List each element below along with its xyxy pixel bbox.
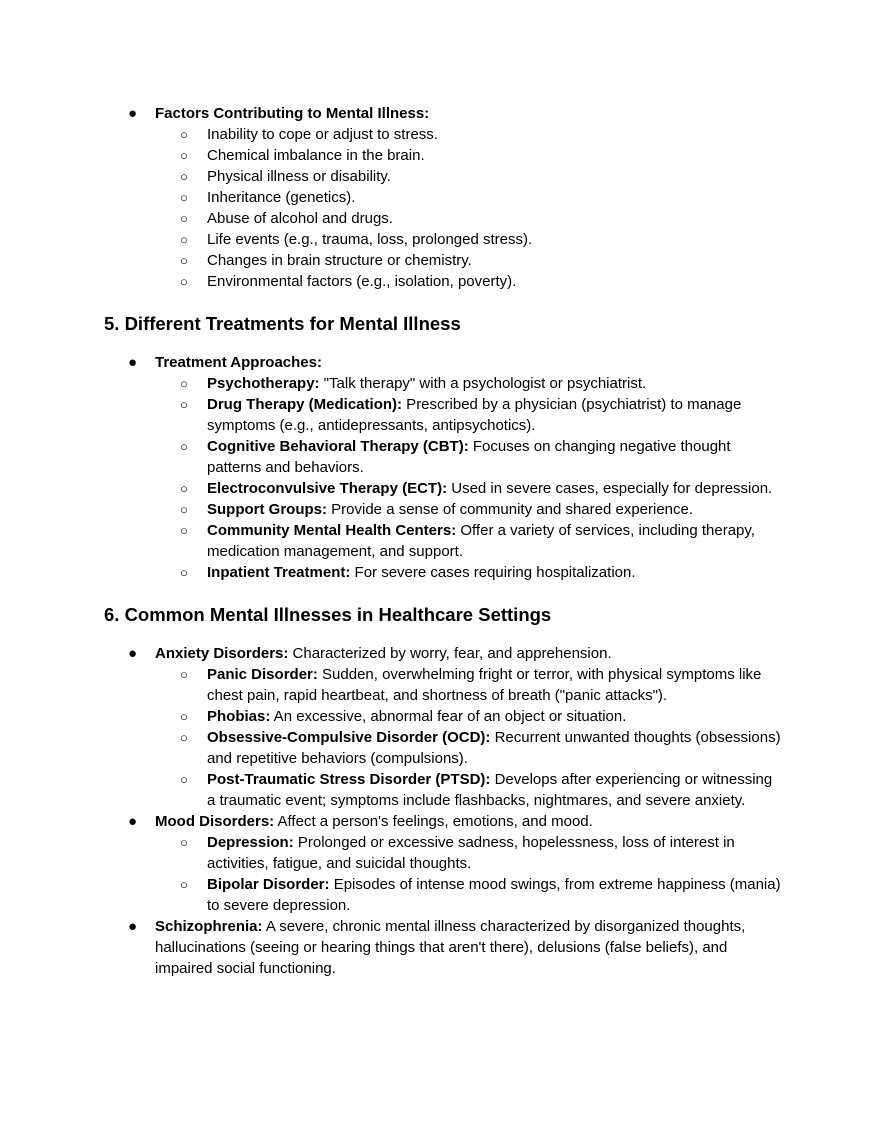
term: Phobias: — [207, 708, 271, 725]
definition: Characterized by worry, fear, and apprehension. — [288, 645, 612, 662]
definition: Prescribed by a physician (psychiatrist) to manage symptoms (e.g., antidepressants, antipsychotics). — [207, 396, 742, 434]
list-item — [155, 271, 784, 292]
list-item — [104, 103, 784, 292]
list-item — [155, 874, 784, 916]
list-item — [155, 562, 784, 583]
list-item — [155, 520, 784, 562]
bullet-hollow-icon: ○ — [180, 169, 188, 184]
bullet-hollow-icon: ○ — [180, 253, 188, 268]
term: Post-Traumatic Stress Disorder (PTSD): — [207, 771, 491, 788]
definition: Offer a variety of services, including therapy, medication management, and support. — [207, 522, 755, 560]
definition: Focuses on changing negative thought patterns and behaviors. — [207, 438, 731, 476]
term: Psychotherapy: — [207, 375, 320, 392]
definition: An excessive, abnormal fear of an object or situation. — [270, 708, 627, 725]
bullet-hollow-icon: ○ — [180, 877, 188, 892]
list-item — [155, 727, 784, 769]
bullet-hollow-icon: ○ — [180, 667, 188, 682]
bullet-hollow-icon: ○ — [180, 439, 188, 454]
term: Panic Disorder: — [207, 666, 318, 683]
list-item — [155, 187, 784, 208]
bullet-hollow-icon: ○ — [180, 232, 188, 247]
list-item — [155, 250, 784, 271]
definition: Sudden, overwhelming fright or terror, with physical symptoms like chest pain, rapid heartbeat, and shortness of breath ("panic attacks"). — [207, 666, 762, 704]
common-illnesses-list — [104, 643, 784, 979]
bullet-filled-icon: ● — [128, 813, 138, 830]
mood-sublist — [155, 832, 784, 916]
list-item — [155, 478, 784, 499]
term: Inpatient Treatment: — [207, 564, 351, 581]
term: Drug Therapy (Medication): — [207, 396, 403, 413]
term: Electroconvulsive Therapy (ECT): — [207, 480, 448, 497]
bullet-hollow-icon: ○ — [180, 397, 188, 412]
term: Bipolar Disorder: — [207, 876, 330, 893]
definition: Develops after experiencing or witnessing a traumatic event; symptoms include flashbacks, nightmares, and severe anxiety. — [207, 771, 773, 809]
bullet-hollow-icon: ○ — [180, 709, 188, 724]
bullet-hollow-icon: ○ — [180, 730, 188, 745]
list-item — [155, 706, 784, 727]
list-item — [155, 499, 784, 520]
definition: "Talk therapy" with a psychologist or psychiatrist. — [319, 375, 647, 392]
term: Cognitive Behavioral Therapy (CBT): — [207, 438, 469, 455]
bullet-hollow-icon: ○ — [180, 190, 188, 205]
definition: Provide a sense of community and shared experience. — [327, 501, 694, 518]
list-item — [104, 916, 784, 979]
list-item — [155, 145, 784, 166]
term: Obsessive-Compulsive Disorder (OCD): — [207, 729, 491, 746]
definition: A severe, chronic mental illness characterized by disorganized thoughts, hallucinations (seeing or hearing things that aren't there), delusions (false beliefs), and impaired social functioning. — [155, 918, 746, 977]
bullet-hollow-icon: ○ — [180, 274, 188, 289]
section-5-heading: 5. Different Treatments for Mental Illness — [104, 313, 461, 334]
term: Community Mental Health Centers: — [207, 522, 457, 539]
section-6-heading: 6. Common Mental Illnesses in Healthcare Settings — [104, 604, 552, 625]
bullet-filled-icon: ● — [128, 354, 138, 371]
term: Anxiety Disorders: — [155, 645, 289, 662]
list-item-text: Abuse of alcohol and drugs. — [207, 210, 393, 227]
list-item-text: Chemical imbalance in the brain. — [207, 147, 425, 164]
definition: Episodes of intense mood swings, from extreme happiness (mania) to severe depression. — [207, 876, 781, 914]
definition: Used in severe cases, especially for depression. — [447, 480, 773, 497]
bullet-hollow-icon: ○ — [180, 376, 188, 391]
term: Depression: — [207, 834, 294, 851]
list-item-text: Life events (e.g., trauma, loss, prolonged stress). — [207, 231, 533, 248]
definition: Recurrent unwanted thoughts (obsessions) and repetitive behaviors (compulsions). — [207, 729, 781, 767]
bullet-filled-icon: ● — [128, 918, 138, 935]
list-item — [104, 352, 784, 583]
list-item — [155, 832, 784, 874]
term: Schizophrenia: — [155, 918, 263, 935]
list-item — [155, 124, 784, 145]
list-item-text: Environmental factors (e.g., isolation, poverty). — [207, 273, 517, 290]
factors-label: Factors Contributing to Mental Illness: — [155, 105, 430, 122]
bullet-hollow-icon: ○ — [180, 481, 188, 496]
list-item — [155, 229, 784, 250]
treatments-label: Treatment Approaches: — [155, 354, 322, 371]
list-item — [155, 394, 784, 436]
factors-sublist — [155, 124, 784, 292]
list-item — [155, 436, 784, 478]
list-item — [155, 208, 784, 229]
definition: Prolonged or excessive sadness, hopelessness, loss of interest in activities, fatigue, and suicidal thoughts. — [207, 834, 735, 872]
bullet-hollow-icon: ○ — [180, 523, 188, 538]
bullet-hollow-icon: ○ — [180, 565, 188, 580]
bullet-hollow-icon: ○ — [180, 148, 188, 163]
list-item-text: Inheritance (genetics). — [207, 189, 356, 206]
list-item — [155, 373, 784, 394]
bullet-hollow-icon: ○ — [180, 502, 188, 517]
bullet-hollow-icon: ○ — [180, 835, 188, 850]
list-item — [104, 811, 784, 916]
treatments-sublist — [155, 373, 784, 583]
bullet-hollow-icon: ○ — [180, 127, 188, 142]
bullet-filled-icon: ● — [128, 645, 138, 662]
treatments-list — [104, 352, 784, 583]
bullet-hollow-icon: ○ — [180, 211, 188, 226]
list-item — [104, 643, 784, 811]
document-content — [104, 103, 784, 979]
list-item-text: Inability to cope or adjust to stress. — [207, 126, 438, 143]
term: Mood Disorders: — [155, 813, 275, 830]
list-item-text: Changes in brain structure or chemistry. — [207, 252, 472, 269]
list-item — [155, 664, 784, 706]
term: Support Groups: — [207, 501, 327, 518]
anxiety-sublist — [155, 664, 784, 811]
definition: For severe cases requiring hospitalization. — [350, 564, 636, 581]
bullet-filled-icon: ● — [128, 105, 138, 122]
definition: Affect a person's feelings, emotions, and mood. — [274, 813, 593, 830]
list-item — [155, 166, 784, 187]
list-item — [155, 769, 784, 811]
bullet-hollow-icon: ○ — [180, 772, 188, 787]
list-item-text: Physical illness or disability. — [207, 168, 391, 185]
factors-list — [104, 103, 784, 292]
